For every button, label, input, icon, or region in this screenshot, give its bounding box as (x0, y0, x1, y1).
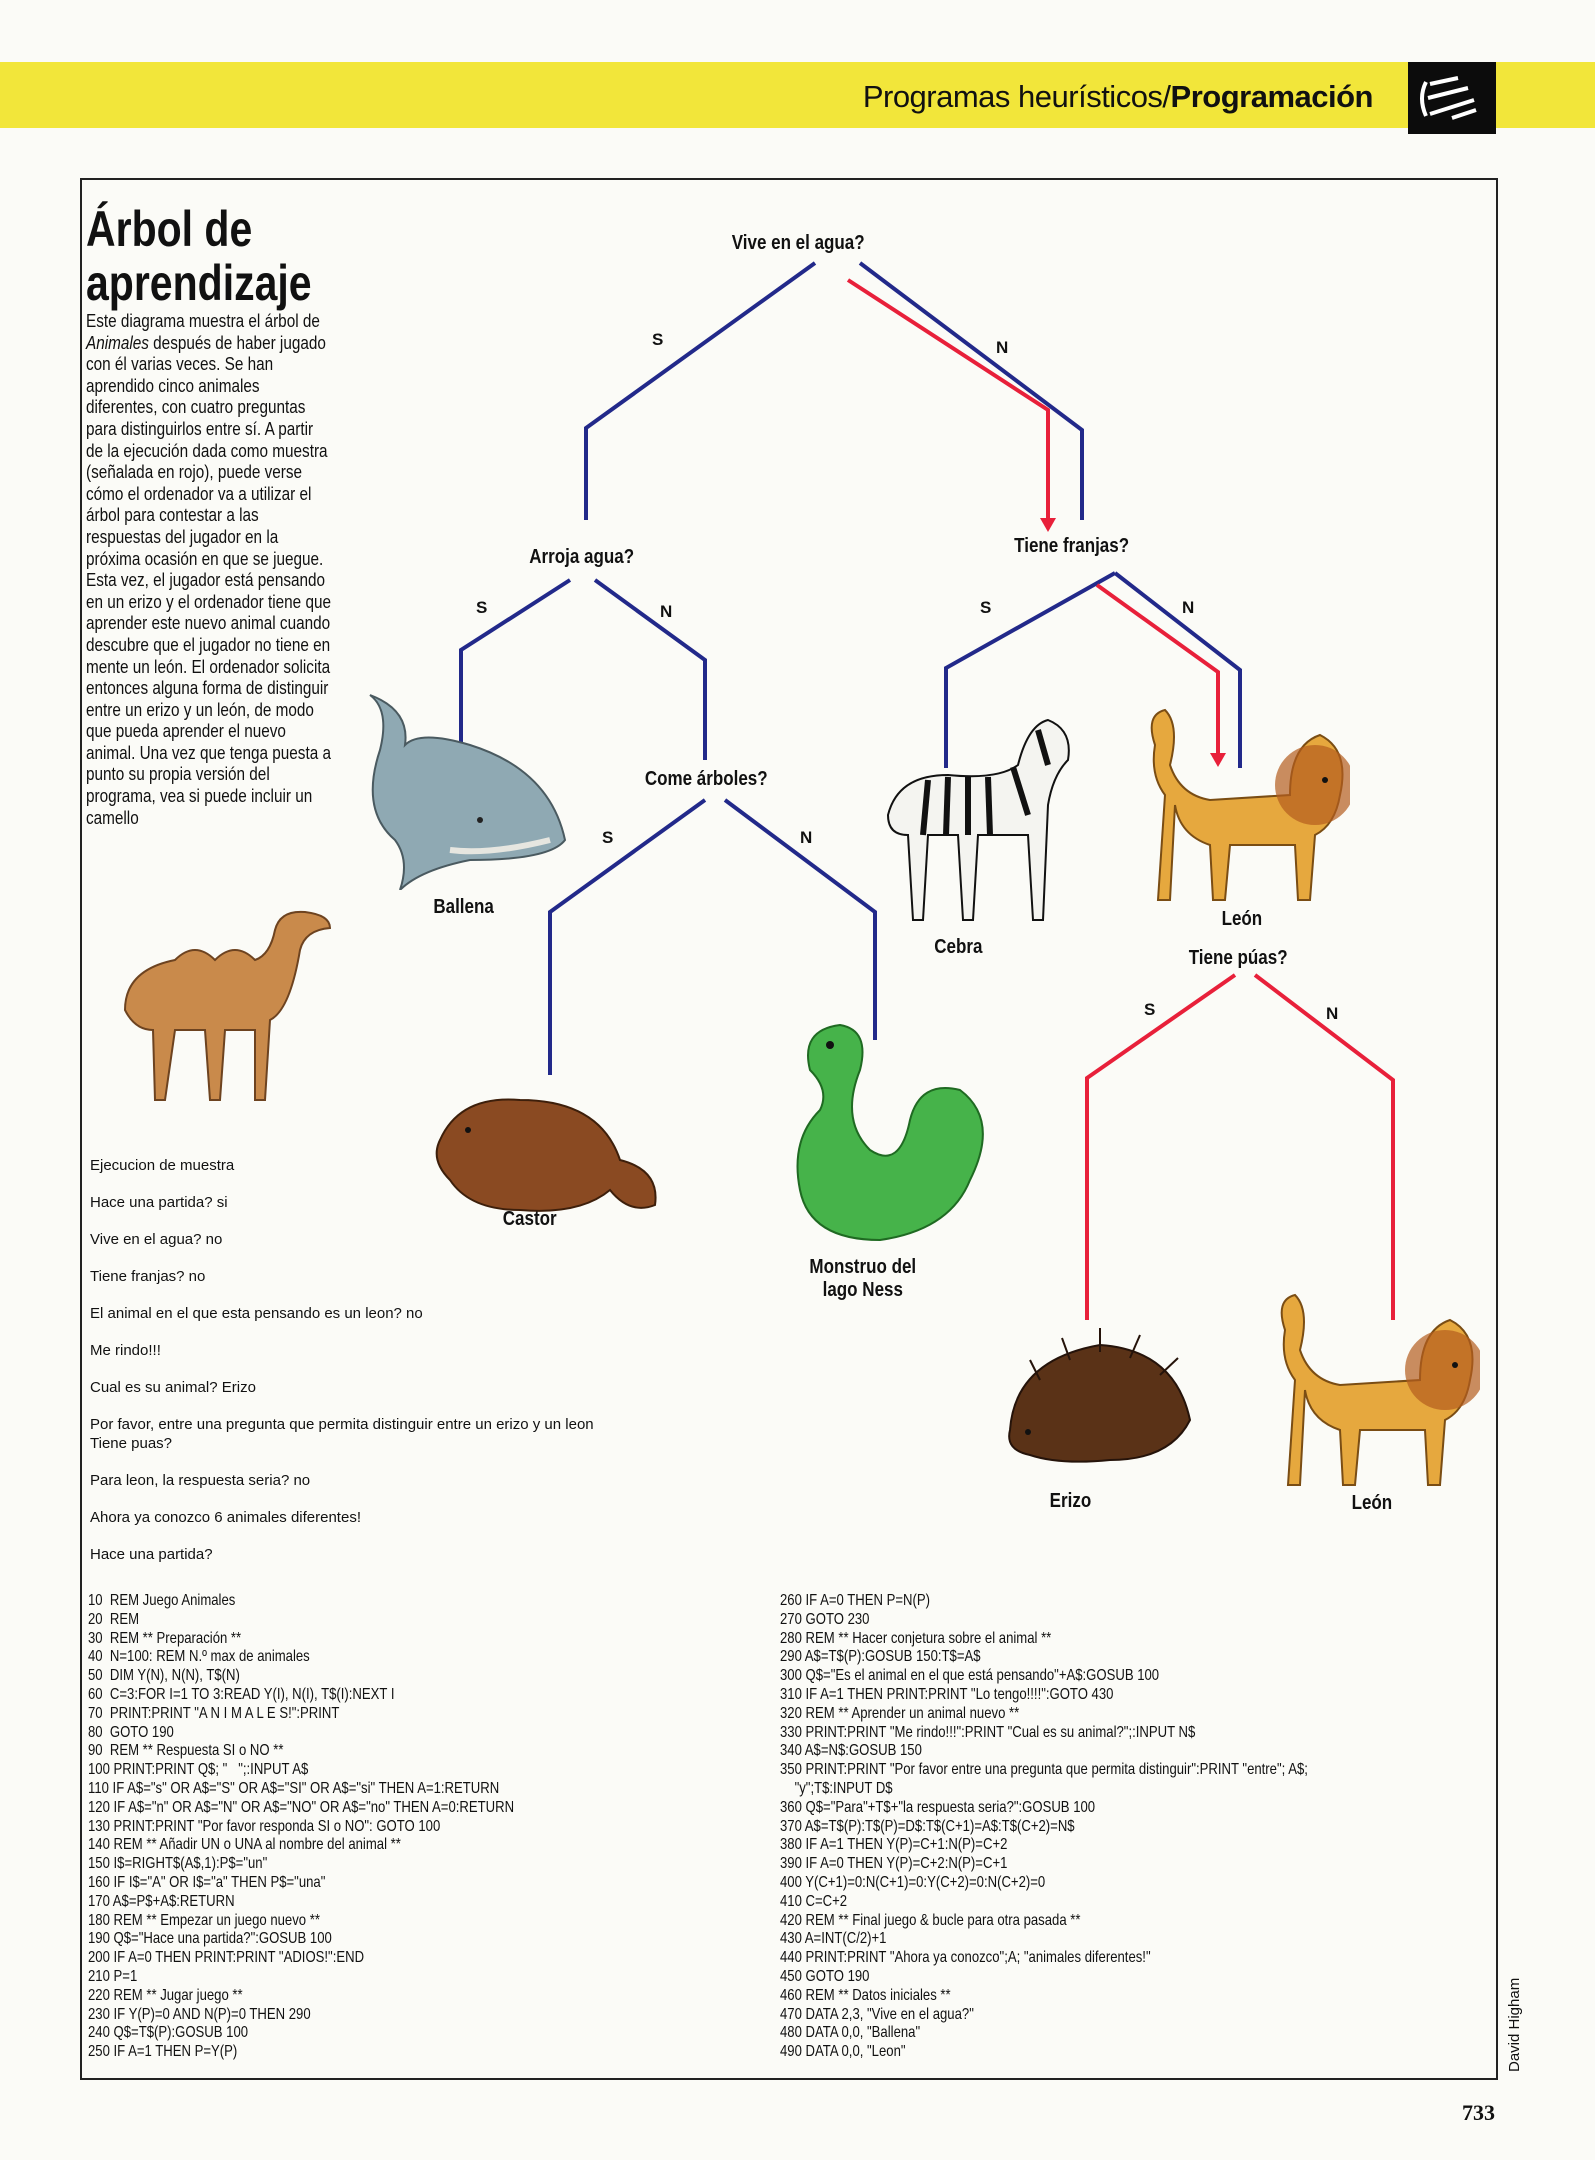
sample-run-line: Hace una partida? (90, 1546, 213, 1563)
branch-yes-label: S (652, 330, 664, 349)
sample-run-line: Por favor, entre una pregunta que permita distinguir entre un erizo y un leon Tiene puas? (90, 1416, 594, 1452)
sample-run-line: Para leon, la respuesta seria? no (90, 1472, 311, 1489)
animal-label-erizo: Erizo (1049, 1490, 1092, 1512)
section-title: Programas heurísticos/Programación (862, 79, 1373, 114)
illustrator-credit: David Higham (1506, 1977, 1523, 2072)
branch-yes-label: S (476, 598, 488, 617)
code-listing-left: 10 REM Juego Animales 20 REM 30 REM ** Preparación ** 40 N=100: REM N.º max de animales 50 DIM Y(N), N(N), T$(N) 60 C=3:FOR I=1 TO 3:READ Y(I), N(I), T$(I):NEXT I 70 PRINT:PRINT "A N I M A L E S!":PRINT 80 GOTO 190 90 REM ** Respuesta SI o NO ** 100 PRINT:PRINT Q$; " ";:INPUT A$ 110 IF A$="s" OR A$="S" OR A$="SI" OR A$="si" THEN A=1:RETURN 120 IF A$="n" OR A$="N" OR A$="NO" OR A$="no" THEN A=0:RETURN 130 PRINT:PRINT "Por favor responda SI o NO": GOTO 100 140 REM ** Añadir UN o UNA al nombre del animal ** 150 I$=RIGHT$(A$,1):P$="un" 160 IF I$="A" OR I$="a" THEN P$="una" 170 A$=P$+A$:RETURN 180 REM ** Empezar un juego nuevo ** 190 Q$="Hace una partida?":GOSUB 100 200 IF A=0 THEN PRINT:PRINT "ADIOS!":END 210 P=1 220 REM ** Jugar juego ** 230 IF Y(P)=0 AND N(P)=0 THEN 290 240 Q$=T$(P):GOSUB 100 250 IF A=1 THEN P=Y(P) (88, 1592, 515, 2061)
hedgehog-illustration (1000, 1320, 1200, 1485)
lion-illustration (1140, 705, 1350, 905)
question-tiene-franjas: Tiene franjas? (1014, 535, 1130, 557)
animal-label-cebra: Cebra (934, 936, 983, 958)
question-arroja-agua: Arroja agua? (529, 546, 635, 568)
sample-run-line: El animal en el que esta pensando es un leon? no (90, 1305, 423, 1322)
sample-run-line: Ahora ya conozco 6 animales diferentes! (90, 1509, 361, 1526)
camel-illustration (105, 900, 335, 1110)
sample-run-line: Hace una partida? si (90, 1194, 228, 1211)
animal-label-castor: Castor (502, 1208, 557, 1230)
sample-run-line: Cual es su animal? Erizo (90, 1379, 256, 1396)
intro-text: Este diagrama muestra el árbol de Animales después de haber jugado con él varias veces. Se han aprendido cinco animales diferentes, con cuatro preguntas para distinguirlos entre sí. A partir de la ejecución dada como muestra (señalada en rojo), puede verse cómo el ordenador va a utilizar el árbol para contestar a las respuestas del jugador en la próxima ocasión en que se juegue. Esta vez, el jugador está pensando en un erizo y el ordenador tiene que aprender este nuevo animal cuando descubre que el jugador no tiene en mente un león. El ordenador solicita entonces alguna forma de distinguir entre un erizo y un león, de modo que pueda aprender el nuevo animal. Una vez que tenga puesta a punto su propia versión del programa, vea si puede incluir un camello (86, 311, 331, 828)
question-vive-agua: Vive en el agua? (731, 232, 865, 254)
animal-label-leon: León (1351, 1492, 1393, 1514)
branch-no-label: N (1326, 1004, 1339, 1023)
question-tiene-puas: Tiene púas? (1188, 947, 1288, 969)
question-come-arboles: Come árboles? (644, 768, 768, 790)
animal-label-ballena: Ballena (433, 896, 494, 918)
branch-no-label: N (1182, 598, 1195, 617)
whale-illustration (350, 690, 580, 890)
branch-no-label: N (996, 338, 1009, 357)
sample-run-line: Vive en el agua? no (90, 1231, 223, 1248)
zebra-illustration (868, 705, 1088, 925)
lion-illustration (1270, 1290, 1480, 1490)
branch-yes-label: S (1144, 1000, 1156, 1019)
branch-no-label: N (800, 828, 813, 847)
sample-run-line: Me rindo!!! (90, 1342, 161, 1359)
branch-yes-label: S (980, 598, 992, 617)
animal-label-monstruo: Monstruo del lago Ness (809, 1256, 917, 1301)
code-listing-right: 260 IF A=0 THEN P=N(P) 270 GOTO 230 280 REM ** Hacer conjetura sobre el animal ** 290 A$=T$(P):GOSUB 150:T$=A$ 300 Q$="Es el animal en el que está pensando"+A$:GOSUB 100 310 IF A=1 THEN PRINT:PRINT "Lo tengo!!!!":GOTO 430 320 REM ** Aprender un animal nuevo ** 330 PRINT:PRINT "Me rindo!!!":PRINT "Cual es su animal?";:INPUT N$ 340 A$=N$:GOSUB 150 350 PRINT:PRINT "Por favor entre una pregunta que permita distinguir":PRINT "entre"; A$; "y";T$:INPUT D$ 360 Q$="Para"+T$+"la respuesta seria?":GOSUB 100 370 A$=T$(P):T$(P)=D$:T$(C+1)=A$:T$(C+2)=N$ 380 IF A=1 THEN Y(P)=C+1:N(P)=C+2 390 IF A=0 THEN Y(P)=C+2:N(P)=C+1 400 Y(C+1)=0:N(C+1)=0:Y(C+2)=0:N(C+2)=0 410 C=C+2 420 REM ** Final juego & bucle para otra pasada ** 430 A=INT(C/2)+1 440 PRINT:PRINT "Ahora ya conozco";A; "animales diferentes!" 450 GOTO 190 460 REM ** Datos iniciales ** 470 DATA 2,3, "Vive en el agua?" 480 DATA 0,0, "Ballena" 490 DATA 0,0, "Leon" (780, 1592, 1308, 2061)
branch-yes-label: S (602, 828, 614, 847)
sample-run (90, 1156, 870, 1582)
branch-no-label: N (660, 602, 673, 621)
sample-run-heading: Ejecucion de muestra (90, 1157, 235, 1174)
page-number: 733 (1462, 2100, 1495, 2125)
sample-run-line: Tiene franjas? no (90, 1268, 206, 1285)
article-title: Árbol de aprendizaje (86, 201, 312, 311)
animal-label-leon: León (1221, 908, 1263, 930)
